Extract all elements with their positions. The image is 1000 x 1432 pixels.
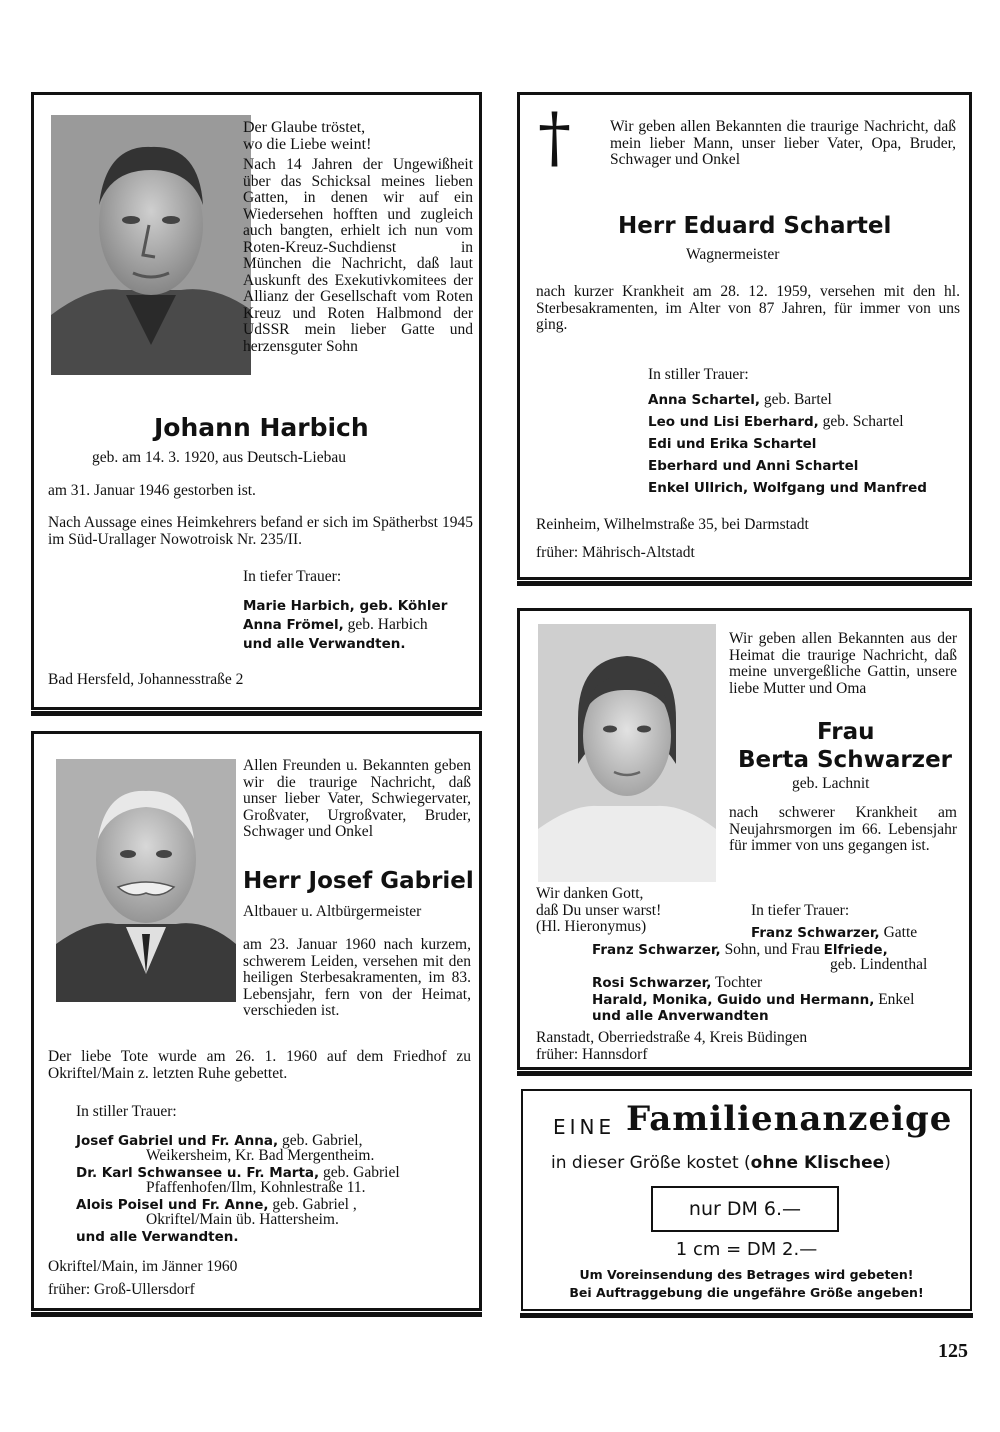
mourner-2: Dr. Karl Schwansee u. Fr. Marta, geb. Gabriel bbox=[76, 1164, 400, 1181]
ad-eine: EINE bbox=[553, 1115, 616, 1139]
notice-schwarzer bbox=[517, 608, 972, 1070]
cross-icon: † bbox=[538, 99, 571, 176]
mourner-2: Franz Schwarzer, Sohn, und Frau Elfriede, bbox=[592, 941, 888, 958]
deceased-name: Johann Harbich bbox=[154, 413, 369, 442]
occupation: Wagnermeister bbox=[686, 246, 780, 263]
occupation: Altbauer u. Altbürgermeister bbox=[243, 903, 422, 920]
mourner-3: Alois Poisel und Fr. Anne, geb. Gabriel , bbox=[76, 1196, 357, 1213]
mourner-1: Josef Gabriel und Fr. Anna, geb. Gabriel, bbox=[76, 1132, 363, 1149]
mourner-4: Eberhard und Anni Schartel bbox=[648, 458, 859, 474]
ad-familienanzeige bbox=[521, 1089, 972, 1311]
mourner-1-address: Weikersheim, Kr. Bad Mergentheim. bbox=[146, 1147, 375, 1164]
address: Ranstadt, Oberriedstraße 4, Kreis Büdingen bbox=[536, 1029, 808, 1046]
verse-text: Wir danken Gott, daß Du unser warst! (Hl. Hieronymus) bbox=[536, 885, 662, 935]
birth-info: geb. am 14. 3. 1920, aus Deutsch-Liebau bbox=[92, 449, 346, 466]
deceased-name: Herr Eduard Schartel bbox=[618, 213, 892, 239]
mourner-5: und alle Anverwandten bbox=[592, 1008, 769, 1024]
ad-price: nur DM 6.— bbox=[688, 1198, 802, 1220]
intro-text: Wir geben allen Bekannten aus der Heimat die traurige Nachricht, daß meine unvergeßliche Gattin, unsere liebe Mutter und Oma bbox=[729, 630, 957, 697]
ad-rate: 1 cm = DM 2.— bbox=[675, 1239, 818, 1260]
body-text: nach kurzer Krankheit am 28. 12. 1959, versehen mit den hl. Sterbesakramenten, im Alter von 87 Jahren, für immer von uns ging. bbox=[536, 283, 960, 333]
burial-text: Der liebe Tote wurde am 26. 1. 1960 auf dem Friedhof zu Okriftel/Main z. letzten Ruhe gebettet. bbox=[48, 1048, 471, 1082]
mourner-3: Rosi Schwarzer, Tochter bbox=[592, 974, 763, 991]
mourner-4: und alle Verwandten. bbox=[76, 1229, 239, 1245]
mourning-heading: In tiefer Trauer: bbox=[751, 902, 850, 919]
former-home: früher: Groß-Ullersdorf bbox=[48, 1281, 195, 1298]
mourner-2-maiden: geb. Lindenthal bbox=[830, 956, 928, 973]
statement-text: Nach Aussage eines Heimkehrers befand er sich im Spätherbst 1945 im Süd-Urallager Nowotroisk Nr. 235/II. bbox=[48, 514, 473, 548]
mourner-3-address: Okriftel/Main üb. Hattersheim. bbox=[146, 1211, 339, 1228]
portrait-photo-gabriel bbox=[56, 759, 236, 1002]
address: Reinheim, Wilhelmstraße 35, bei Darmstadt bbox=[536, 516, 809, 533]
body-text: nach schwerer Krankheit am Neujahrsmorgen im 66. Lebensjahr für immer von uns gegangen ist. bbox=[729, 804, 957, 854]
intro-text: Wir geben allen Bekannten die traurige Nachricht, daß mein lieber Mann, unser lieber Vater, Opa, Bruder, Schwager und Onkel bbox=[610, 118, 956, 168]
mourner-5: Enkel Ullrich, Wolfgang und Manfred bbox=[648, 480, 927, 496]
mourner-3: Edi und Erika Schartel bbox=[648, 436, 817, 452]
ad-note-1: Um Voreinsendung des Betrages wird gebeten! bbox=[579, 1267, 914, 1282]
mourner-2-address: Pfaffenhofen/Ilm, Kohnlestraße 11. bbox=[146, 1179, 366, 1196]
mourning-heading: In stiller Trauer: bbox=[648, 366, 749, 383]
title-frau: Frau bbox=[817, 719, 875, 745]
mourner-2: Leo und Lisi Eberhard, geb. Schartel bbox=[648, 413, 904, 430]
intro-text: Allen Freunden u. Bekannten geben wir die traurige Nachricht, daß unser lieber Vater, Schwiegervater, Großvater, Urgroßvater, Bruder, Schwager und Onkel bbox=[243, 757, 471, 840]
mourner-1: Marie Harbich, geb. Köhler bbox=[243, 598, 448, 614]
place-date: Okriftel/Main, im Jänner 1960 bbox=[48, 1258, 238, 1275]
notice-harbich bbox=[31, 92, 482, 710]
notice-gabriel bbox=[31, 731, 482, 1311]
body-text: Nach 14 Jahren der Ungewißheit über das Schicksal meines lieben Gatten, in denen wir auf ein Wiedersehen hofften und zugleich auch bangten, erhielt ich nun vom Roten-Kreuz-Suchdienst in München die Nachricht, daß laut Auskunft des Exekutivkomitees der Allianz der Gesellschaft vom Roten Kreuz und Roten Halbmond der UdSSR mein lieber Gatte und herzensguter Sohn bbox=[243, 156, 473, 355]
mourning-heading: In tiefer Trauer: bbox=[243, 568, 342, 585]
deceased-name: Herr Josef Gabriel bbox=[243, 868, 474, 894]
portrait-photo-harbich bbox=[51, 115, 251, 375]
notice-schartel bbox=[517, 92, 972, 580]
mourning-heading: In stiller Trauer: bbox=[76, 1103, 177, 1120]
ad-headline: Familienanzeige bbox=[626, 1099, 953, 1139]
mourner-1: Franz Schwarzer, Gatte bbox=[751, 924, 918, 941]
ad-price-box bbox=[651, 1186, 839, 1232]
death-info: am 31. Januar 1946 gestorben ist. bbox=[48, 482, 256, 499]
ad-size-line: in dieser Größe kostet (ohne Klischee) bbox=[551, 1153, 891, 1173]
former-home: früher: Mährisch-Altstadt bbox=[536, 544, 695, 561]
quote-text: Der Glaube tröstet, wo die Liebe weint! bbox=[243, 119, 372, 153]
body-text: am 23. Januar 1960 nach kurzem, schwerem Leiden, versehen mit den heiligen Sterbesakramenten, im 83. Lebensjahr, fern von der Heimat, verschieden ist. bbox=[243, 936, 471, 1019]
mourner-4: Harald, Monika, Guido und Hermann, Enkel bbox=[592, 991, 915, 1008]
portrait-photo-schwarzer bbox=[538, 624, 716, 882]
mourner-3: und alle Verwandten. bbox=[243, 636, 406, 652]
page-number: 125 bbox=[938, 1340, 968, 1362]
former-home: früher: Hannsdorf bbox=[536, 1046, 648, 1063]
ad-note-2: Bei Auftraggebung die ungefähre Größe angeben! bbox=[569, 1285, 924, 1300]
mourner-1: Anna Schartel, geb. Bartel bbox=[648, 391, 832, 408]
address: Bad Hersfeld, Johannesstraße 2 bbox=[48, 671, 244, 688]
mourner-2: Anna Frömel, geb. Harbich bbox=[243, 616, 428, 633]
deceased-name: Berta Schwarzer bbox=[738, 747, 953, 773]
maiden-name: geb. Lachnit bbox=[792, 775, 870, 792]
